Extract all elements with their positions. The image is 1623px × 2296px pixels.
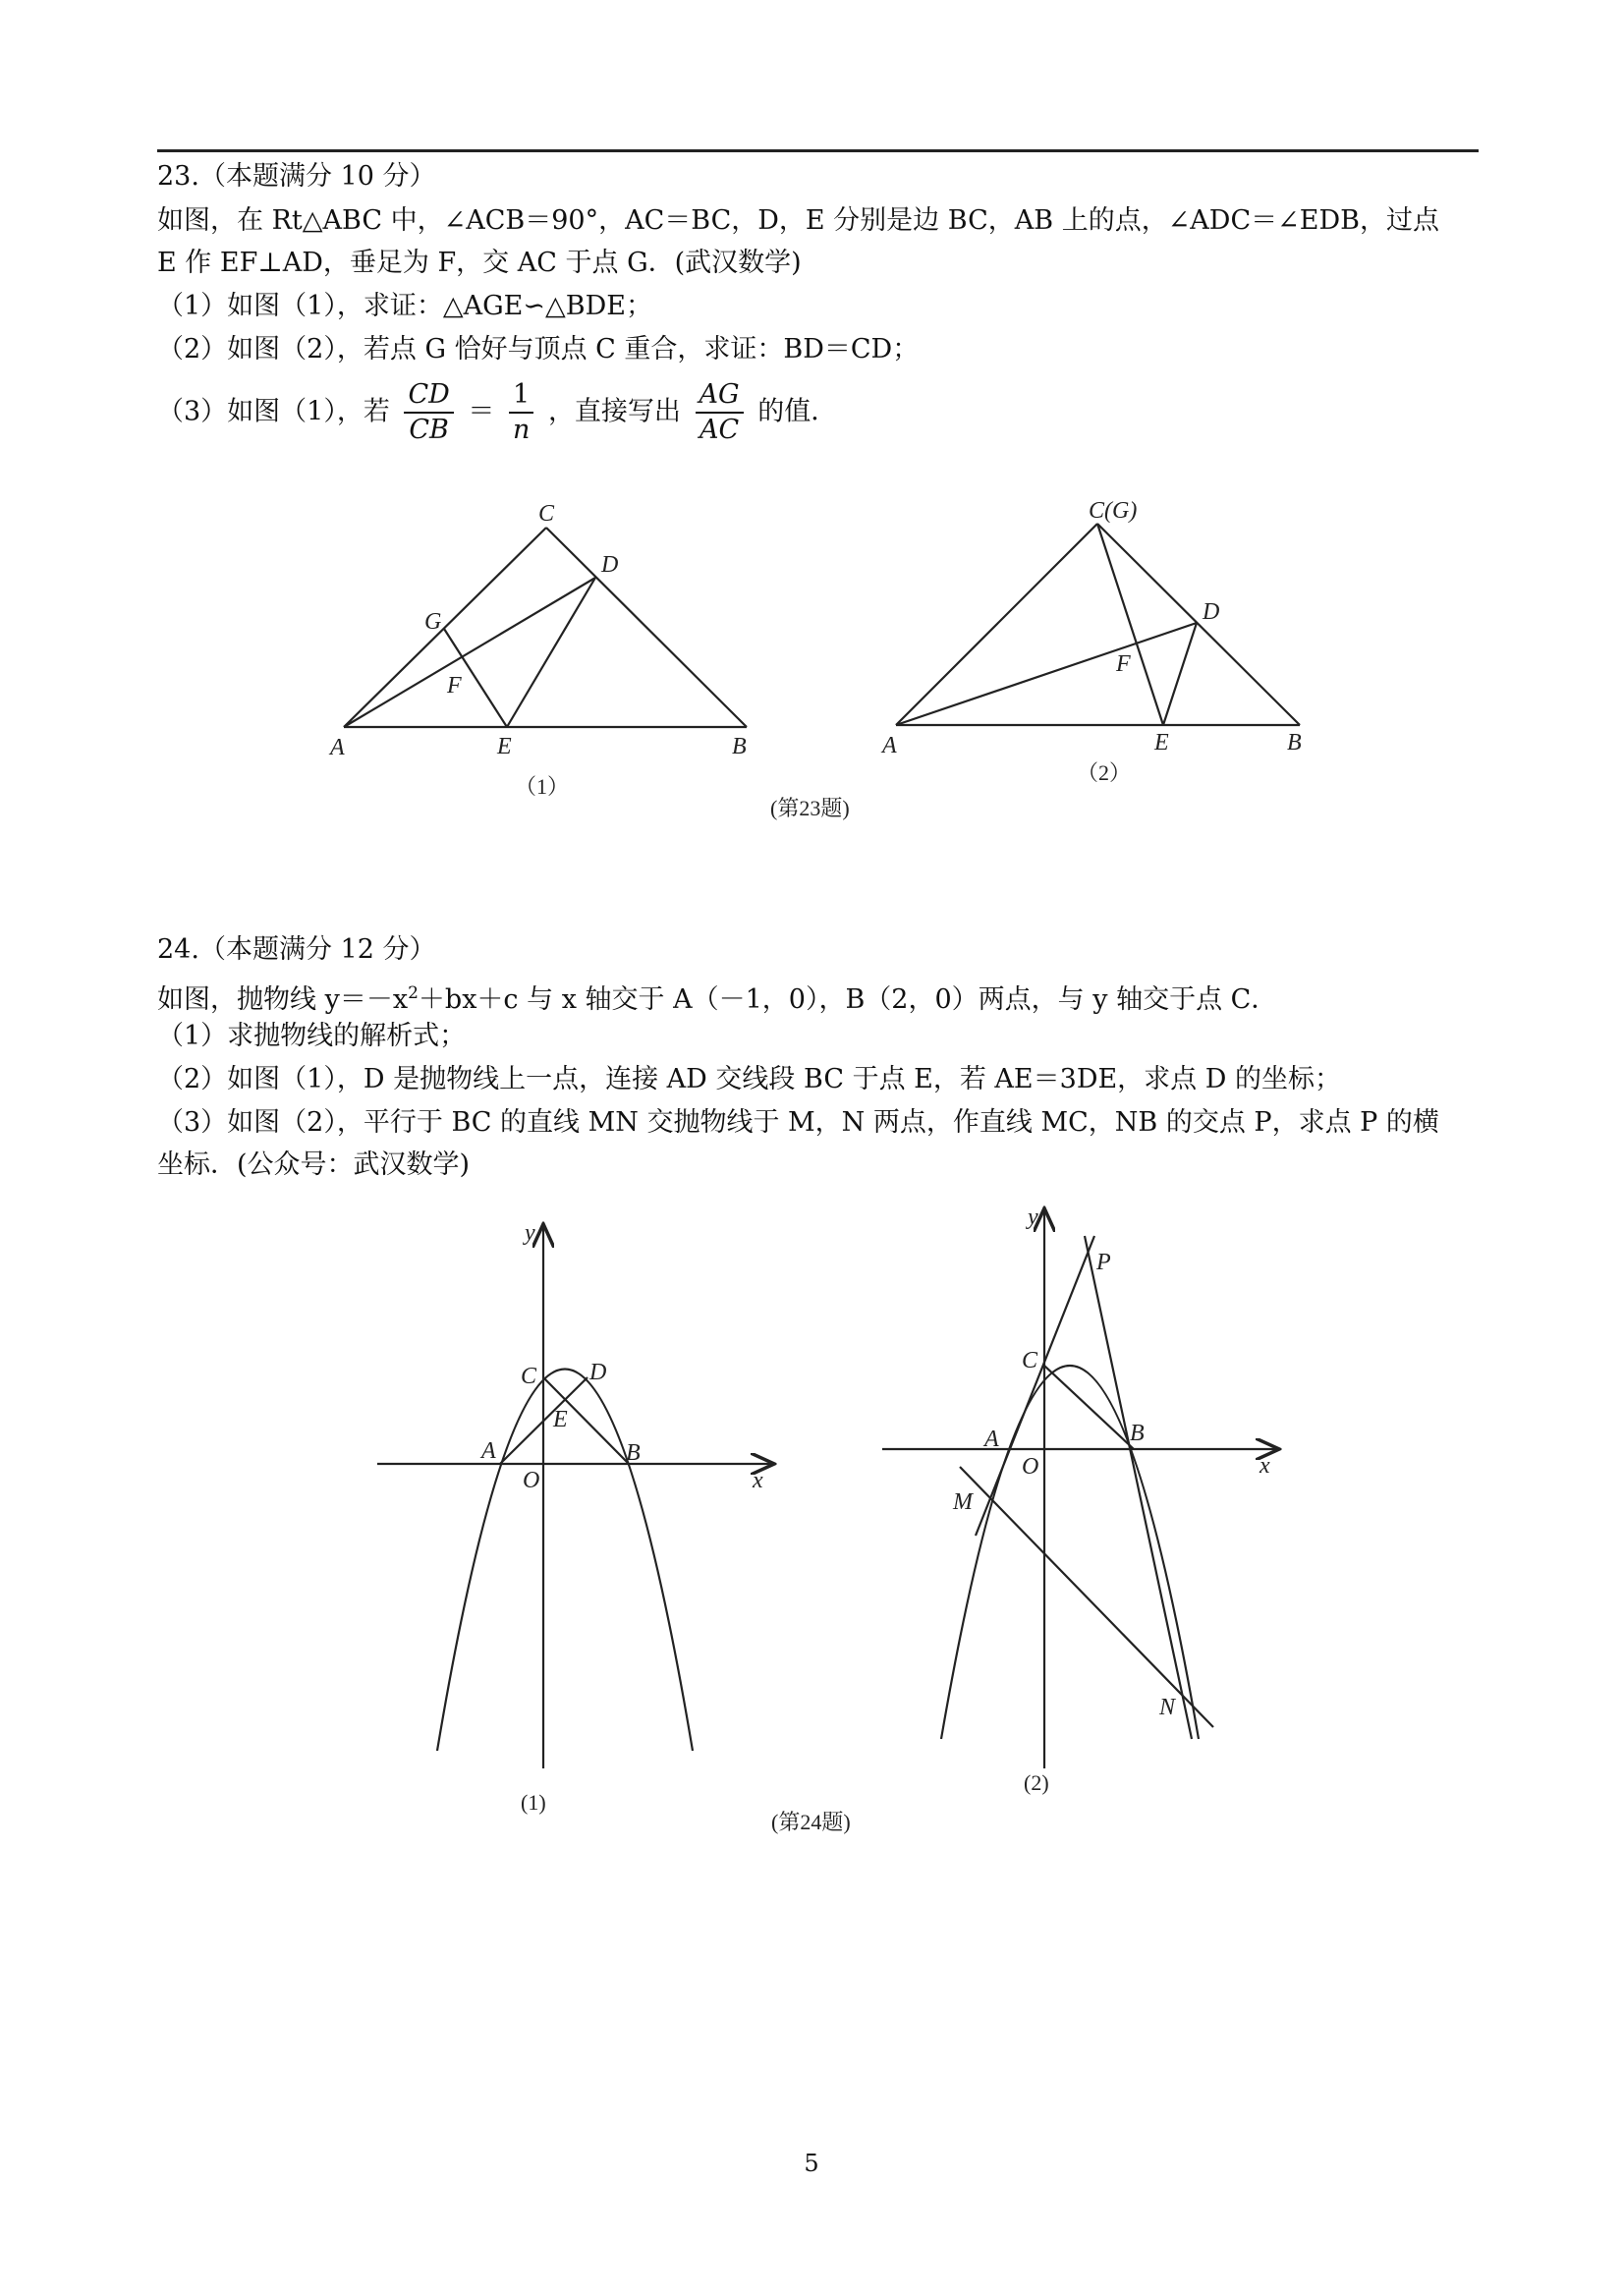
label-n: N: [1159, 1695, 1176, 1720]
problem24-part3-line2: 坐标．(公众号：武汉数学): [157, 1149, 471, 1180]
part3-prefix: （3）如图（1），若: [157, 396, 390, 427]
label-o: O: [523, 1468, 540, 1493]
line-mn: [960, 1467, 1213, 1727]
label-a: A: [330, 735, 345, 760]
label-f: F: [1116, 651, 1131, 677]
parabola: [941, 1366, 1199, 1739]
problem24-part1: （1）求抛物线的解析式；: [157, 1021, 467, 1051]
problem23-heading: 23.（本题满分 10 分）: [157, 161, 436, 192]
page-number: 5: [804, 2150, 819, 2177]
label-y: y: [525, 1220, 535, 1246]
fraction-numerator: CD: [404, 378, 453, 414]
label-a: A: [882, 733, 897, 758]
label-e: E: [497, 734, 512, 759]
label-b: B: [626, 1440, 641, 1466]
exponent: 2: [408, 983, 419, 1003]
problem23-part2: （2）如图（2），若点 G 恰好与顶点 C 重合，求证：BD＝CD；: [157, 334, 920, 364]
problem24-figure-caption: (第24题): [771, 1810, 851, 1834]
intro-part-a: 如图，抛物线 y＝－x: [157, 984, 409, 1015]
parabola-figure-1: [377, 1220, 772, 1815]
equals-sign: ＝: [468, 396, 495, 427]
label-b: B: [732, 734, 747, 759]
caption-fig1: (1): [521, 1790, 546, 1815]
fraction-denominator: n: [512, 415, 531, 445]
label-c: C: [538, 501, 555, 527]
fraction-numerator: AG: [696, 378, 744, 414]
problem23-intro-line1: 如图，在 Rt△ABC 中，∠ACB＝90°，AC＝BC，D，E 分别是边 BC，AB 上的点，∠ADC＝∠EDB，过点: [157, 205, 1439, 236]
problem24-heading: 24.（本题满分 12 分）: [157, 934, 436, 965]
problem23-figure-caption: (第23题): [770, 796, 850, 820]
fraction-numerator: 1: [509, 378, 533, 414]
fraction-denominator: AC: [699, 415, 740, 445]
caption-fig2: （2）: [1077, 760, 1132, 785]
label-m: M: [953, 1489, 973, 1515]
problem23-part1: （1）如图（1），求证：△AGE∽△BDE；: [157, 291, 652, 321]
label-d: D: [589, 1360, 607, 1385]
line-nb: [1085, 1236, 1192, 1739]
label-a: A: [984, 1427, 999, 1452]
label-c: C: [521, 1364, 537, 1389]
label-x: x: [753, 1468, 763, 1493]
label-g: G: [424, 609, 442, 635]
intro-part-b: ＋bx＋c 与 x 轴交于 A（－1，0），B（2，0）两点，与 y 轴交于点 C．: [418, 984, 1278, 1015]
label-f: F: [447, 673, 462, 699]
label-o: O: [1022, 1454, 1039, 1480]
part3-mid: ，直接写出: [547, 396, 681, 427]
label-e: E: [553, 1407, 568, 1432]
label-p: P: [1096, 1250, 1111, 1275]
label-d: D: [601, 552, 619, 578]
caption-fig2: (2): [1024, 1770, 1049, 1795]
label-x: x: [1259, 1453, 1270, 1479]
caption-fig1: （1）: [515, 774, 570, 799]
problem24-part2: （2）如图（1），D 是抛物线上一点，连接 AD 交线段 BC 于点 E，若 AE＝3DE，求点 D 的坐标；: [157, 1064, 1341, 1094]
label-d: D: [1203, 599, 1220, 625]
label-b: B: [1287, 730, 1302, 756]
label-b: B: [1130, 1421, 1145, 1446]
label-c-g: C(G): [1089, 498, 1138, 524]
problem24-part3-line1: （3）如图（2），平行于 BC 的直线 MN 交抛物线于 M，N 两点，作直线 MC，NB 的交点 P，求点 P 的横: [157, 1107, 1439, 1138]
fraction-denominator: CB: [409, 415, 449, 445]
label-y: y: [1028, 1204, 1038, 1230]
problem23-intro-line2: E 作 EF⊥AD，垂足为 F，交 AC 于点 G．(武汉数学): [157, 248, 802, 278]
parabola-figure-2: [882, 1204, 1277, 1795]
part3-suffix: 的值．: [757, 396, 838, 427]
label-c: C: [1022, 1348, 1038, 1373]
label-a: A: [481, 1438, 496, 1464]
line-mc: [976, 1236, 1094, 1536]
label-e: E: [1154, 730, 1169, 756]
